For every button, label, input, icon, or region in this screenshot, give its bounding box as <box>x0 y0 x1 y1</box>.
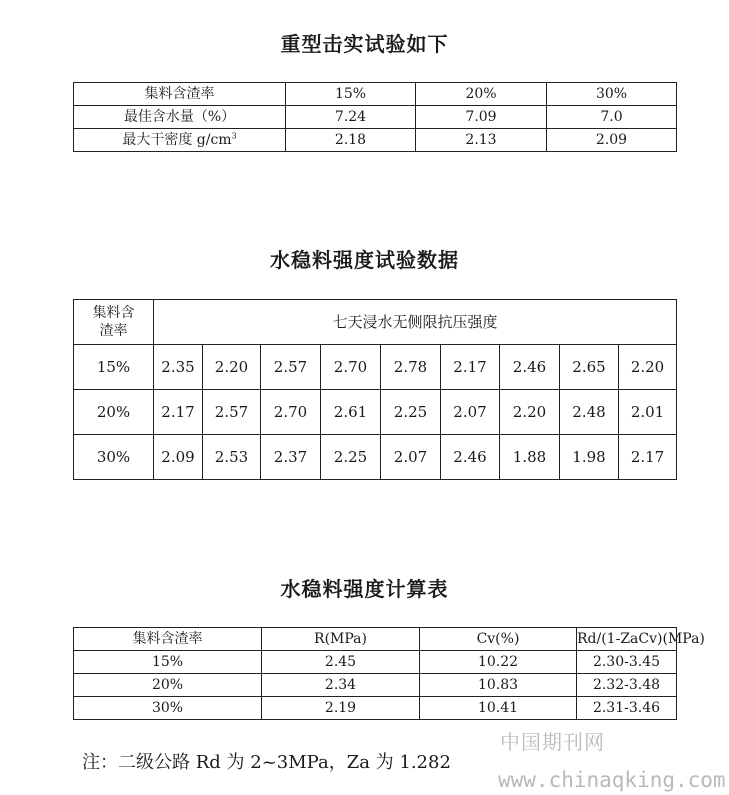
table-cell: 10.83 <box>420 674 577 697</box>
table-cell: 2.65 <box>560 345 619 390</box>
table-cell: 2.01 <box>619 390 677 435</box>
table-header-cell: 集料含渣率 <box>74 83 286 106</box>
strength-data-title: 水稳料强度试验数据 <box>270 248 459 272</box>
table-cell: 20% <box>74 674 262 697</box>
table-cell: 10.22 <box>420 651 577 674</box>
table-cell: 2.34 <box>262 674 420 697</box>
table-cell: 2.09 <box>547 129 677 152</box>
table-header-cell: 集料含渣率 <box>74 300 154 345</box>
table-cell: 2.78 <box>381 345 441 390</box>
table-cell: 2.53 <box>203 435 261 480</box>
table-cell: 1.88 <box>500 435 560 480</box>
table-cell: 2.46 <box>500 345 560 390</box>
table-cell: 2.25 <box>381 390 441 435</box>
table-cell: 1.98 <box>560 435 619 480</box>
table-cell: 2.17 <box>441 345 500 390</box>
table-cell <box>74 129 286 152</box>
table-cell: 2.18 <box>286 129 416 152</box>
strength-calc-title: 水稳料强度计算表 <box>280 577 449 601</box>
table-row <box>74 390 677 435</box>
table-header-cell: 七天浸水无侧限抗压强度 <box>154 300 677 345</box>
table-cell: 7.0 <box>547 106 677 129</box>
table-cell: 2.70 <box>261 390 321 435</box>
table-cell: 15% <box>74 345 154 390</box>
table-cell: 2.13 <box>416 129 547 152</box>
compaction-test-title: 重型击实试验如下 <box>280 32 449 56</box>
table-cell: 7.09 <box>416 106 547 129</box>
table-cell: 2.57 <box>203 390 261 435</box>
density-label: 最大干密度 g/cm <box>122 132 232 148</box>
watermark-logo-text: 中国期刊网 <box>500 730 605 754</box>
table-header-cell: 集料含渣率 <box>74 628 262 651</box>
strength-data-table <box>73 299 677 480</box>
table-cell: 20% <box>74 390 154 435</box>
table-row <box>74 345 677 390</box>
table-row <box>74 628 677 651</box>
table-row <box>74 435 677 480</box>
table-header-cell: Rd/(1-ZaCv)(MPa) <box>577 628 677 651</box>
watermark-url: www.chinaqking.com <box>498 768 726 792</box>
table-row <box>74 674 677 697</box>
table-row <box>74 300 677 345</box>
table-header-cell: R(MPa) <box>262 628 420 651</box>
table-cell: 2.70 <box>321 345 381 390</box>
table-cell: 2.07 <box>441 390 500 435</box>
table-cell: 2.30-3.45 <box>577 651 677 674</box>
strength-calc-table <box>73 627 705 720</box>
table-cell: 2.48 <box>560 390 619 435</box>
table-cell: 15% <box>74 651 262 674</box>
table-row <box>74 83 677 106</box>
table-row <box>74 697 677 720</box>
table-cell: 2.37 <box>261 435 321 480</box>
table-cell: 2.25 <box>321 435 381 480</box>
table-cell: 2.45 <box>262 651 420 674</box>
table-cell: 2.17 <box>619 435 677 480</box>
table-cell: 2.57 <box>261 345 321 390</box>
table-header-cell: Cv(%) <box>420 628 577 651</box>
table-row <box>74 106 677 129</box>
footnote: 注：二级公路 Rd 为 2~3MPa，Za 为 1.282 <box>82 752 451 773</box>
table-cell: 30% <box>74 435 154 480</box>
table-cell: 最佳含水量（%） <box>74 106 286 129</box>
table-cell: 7.24 <box>286 106 416 129</box>
table-row <box>74 129 677 152</box>
table-header-cell: 20% <box>416 83 547 106</box>
table-cell: 2.20 <box>500 390 560 435</box>
table-cell: 2.46 <box>441 435 500 480</box>
table-cell: 2.61 <box>321 390 381 435</box>
table-cell: 2.17 <box>154 390 203 435</box>
table-cell: 2.35 <box>154 345 203 390</box>
table-header-cell: 15% <box>286 83 416 106</box>
table-cell: 2.32-3.48 <box>577 674 677 697</box>
density-superscript: 3 <box>231 131 237 141</box>
table-cell: 2.31-3.46 <box>577 697 677 720</box>
table-cell: 30% <box>74 697 262 720</box>
table-cell: 10.41 <box>420 697 577 720</box>
table-row <box>74 651 677 674</box>
table-cell: 2.20 <box>203 345 261 390</box>
table-header-cell: 30% <box>547 83 677 106</box>
compaction-test-table <box>73 82 677 152</box>
table-cell: 2.09 <box>154 435 203 480</box>
table-cell: 2.07 <box>381 435 441 480</box>
table-cell: 2.20 <box>619 345 677 390</box>
table-cell: 2.19 <box>262 697 420 720</box>
